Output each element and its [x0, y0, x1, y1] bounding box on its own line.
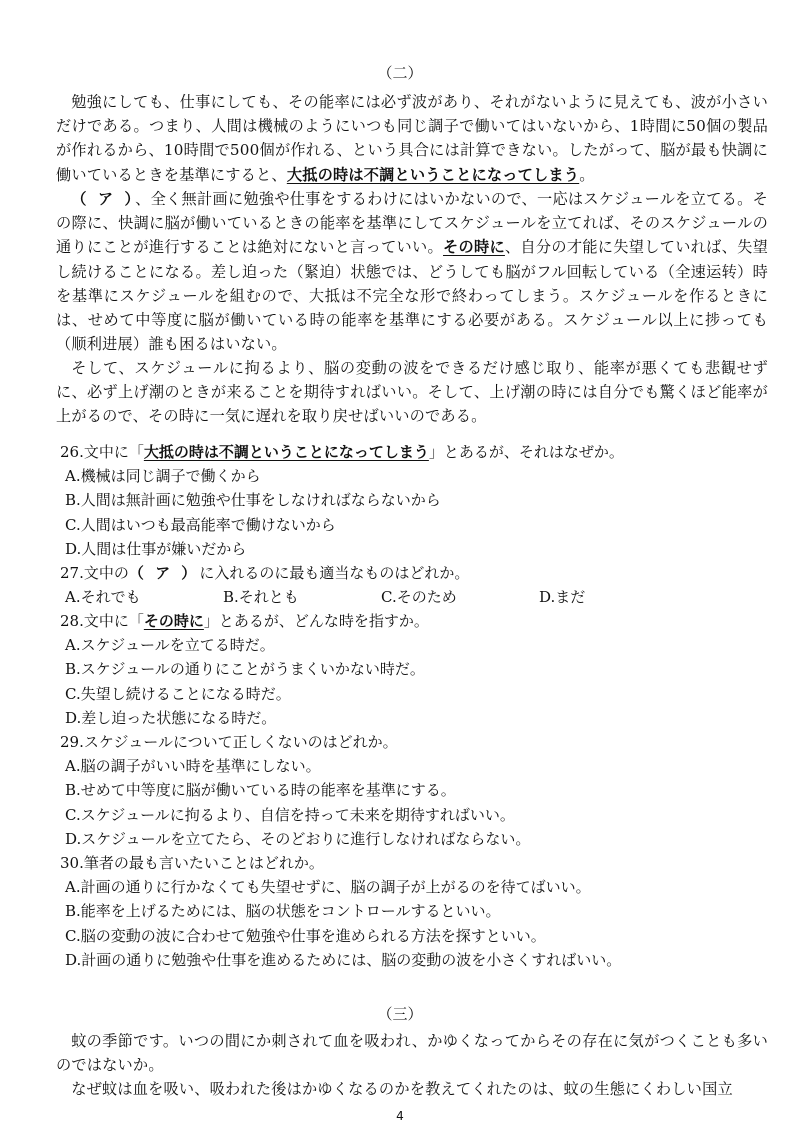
- section-2-paragraph-1: [56, 90, 768, 187]
- question-27-options: [65, 585, 770, 609]
- option-d: D.差し迫った状態になる時だ。: [65, 708, 277, 727]
- option-a: A.脳の調子がいい時を基準にしない。: [65, 757, 321, 776]
- option-b: B.能率を上げるためには、脳の状態をコントロールするといい。: [65, 902, 501, 921]
- question-28-stem: [60, 609, 770, 633]
- q27-post: に入れるのに最も適当なものはどれか。: [199, 564, 470, 582]
- q28-pre: 28.文中に「: [60, 612, 144, 630]
- section-2-paragraph-2: [56, 187, 768, 356]
- q27-blank: （ ア ）: [128, 564, 200, 582]
- q27-pre: 27.文中の: [60, 564, 129, 582]
- option-b: B.人間は無計画に勉強や仕事をしなければならないから: [65, 491, 441, 510]
- q26-pre: 26.文中に「: [60, 443, 144, 461]
- question-30: [60, 851, 770, 972]
- page-number: 4: [396, 1109, 404, 1123]
- option-d: D.スケジュールを立てたら、そのどおりに進行しなければならない。: [65, 829, 531, 848]
- option-b: B.それとも: [223, 588, 299, 607]
- option-d: D.計画の通りに勉強や仕事を進めるためには、脳の変動の波を小さくすればいい。: [65, 950, 622, 969]
- p2-text: 、全く無計画に勉強や仕事をするわけにはいかないので、一応はスケジュールを立てる。その際に、快調に脳が働いているときの能率を基準にしてスケジュールを立てれば、そのスケジュールの通りにことが進行することは絶対にないと言っていい。: [56, 190, 768, 257]
- option-a: A.それでも: [65, 588, 141, 607]
- option-d: D.まだ: [539, 588, 586, 607]
- option-b: B.スケジュールの通りにことがうまくいかない時だ。: [65, 660, 425, 679]
- section-3-paragraph-1: 蚊の季節です。いつの間にか刺されて血を吸われ、かゆくなってからその存在に気がつくことも多いのではないか。: [56, 1032, 768, 1075]
- option-c: C.そのため: [381, 588, 457, 607]
- question-29: [60, 730, 770, 851]
- question-27-stem: [60, 561, 770, 585]
- option-c: C.失望し続けることになる時だ。: [65, 684, 291, 703]
- question-30-stem: 30.筆者の最も言いたいことはどれか。: [60, 854, 324, 872]
- p2-underlined-phrase: その時に: [443, 238, 505, 257]
- blank-a: （ ア ）: [71, 190, 136, 208]
- q26-quoted: 大抵の時は不調ということになってしまう: [143, 443, 429, 461]
- option-d: D.人間は仕事が嫌いだから: [65, 539, 247, 558]
- option-b: B.せめて中等度に脳が働いている時の能率を基準にする。: [65, 781, 456, 800]
- question-27: [60, 561, 770, 609]
- option-a: A.計画の通りに行かなくても失望せずに、脳の調子が上がるのを待てばいい。: [65, 878, 591, 897]
- question-26-stem: [60, 440, 770, 464]
- p1-text-end: 。: [579, 165, 595, 184]
- q26-post: 」とあるが、それはなぜか。: [428, 443, 624, 461]
- section-2-paragraph-3: そして、スケジュールに拘るより、脳の変動の波をできるだけ感じ取り、能率が悪くても悲観せずに、必ず上げ潮のときが来ることを期待すればいい。そして、上げ潮の時には自分でも驚くほど能率が上がるので、その時に一気に遅れを取り戻せばいいのである。: [56, 359, 768, 426]
- section-2-title: （二）: [377, 64, 423, 82]
- p1-text: 勉強にしても、仕事にしても、その能率には必ず波があり、それがないように見えても、波が小さいだけである。つまり、人間は機械のようにいつも同じ調子で働いてはいないから、1時間に50個の製品が作れるから、10時間で500個が作れる、という具合には計算できない。したがって、脳が最も快調に働いているときを基準にすると、: [56, 93, 768, 184]
- p2-text-end: 、自分の才能に失望していれば、失望し続けることになる。差し迫った（緊迫）状態では、どうしても脳がフル回転している（全速运转）時を基準にスケジュールを組むので、大抵は不完全な形で終わってしまう。スケジュールを作るときには、せめて中等度に脳が働いている時の能率を基準にする必要がある。スケジュール以上に捗っても（顺利进展）誰も困るはいない。: [56, 238, 768, 354]
- q28-quoted: その時に: [143, 612, 204, 630]
- option-c: C.人間はいつも最高能率で働けないから: [65, 515, 336, 534]
- option-a: A.スケジュールを立てる時だ。: [65, 636, 275, 655]
- section-3-title: （三）: [377, 1005, 423, 1023]
- question-29-stem: 29.スケジュールについて正しくないのはどれか。: [60, 733, 398, 751]
- option-c: C.スケジュールに拘るより、自信を持って未来を期待すればいい。: [65, 805, 515, 824]
- question-26: [60, 440, 770, 561]
- question-28: [60, 609, 770, 730]
- p1-underlined-phrase: 大抵の時は不調ということになってしまう: [286, 165, 580, 184]
- option-c: C.脳の変動の波に合わせて勉強や仕事を進められる方法を探すといい。: [65, 926, 546, 945]
- section-3-paragraph-2: なぜ蚊は血を吸い、吸われた後はかゆくなるのかを教えてくれたのは、蚊の生態にくわしい国立: [71, 1080, 733, 1098]
- q28-post: 」とあるが、どんな時を指すか。: [203, 612, 429, 630]
- option-a: A.機械は同じ調子で働くから: [65, 467, 261, 486]
